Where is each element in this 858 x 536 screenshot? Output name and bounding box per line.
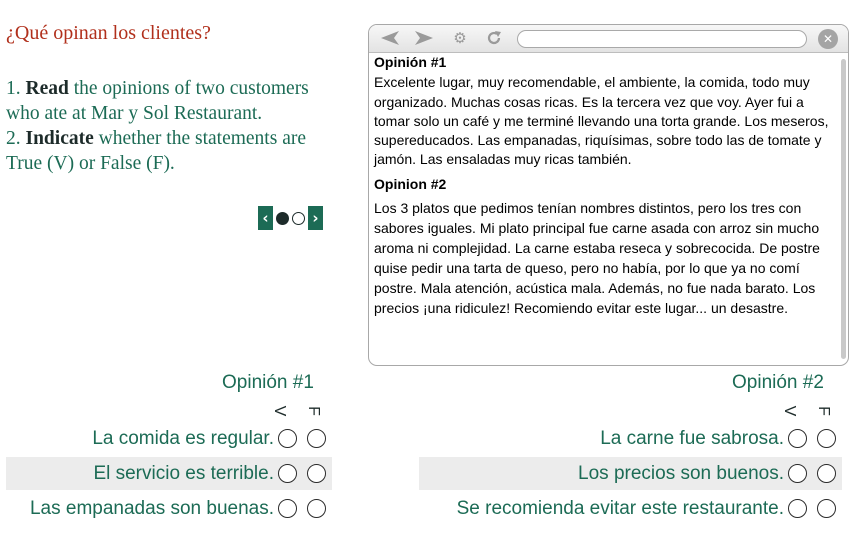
false-radio[interactable] <box>307 429 326 448</box>
true-radio[interactable] <box>788 464 807 483</box>
opinion-2-questions-title: Opinión #2 <box>732 372 824 393</box>
instruction-step-2 <box>6 126 331 176</box>
true-column-label: V <box>781 405 798 417</box>
opinion-1-questions-title: Opinión #1 <box>222 372 314 393</box>
true-radio[interactable] <box>278 499 297 518</box>
step-2-verb: Indicate <box>25 128 94 149</box>
pager-dot-2[interactable] <box>292 212 305 225</box>
close-icon[interactable]: ✕ <box>818 29 838 49</box>
false-radio[interactable] <box>817 464 836 483</box>
true-radio[interactable] <box>788 499 807 518</box>
statement-text: Se recomienda evitar este restaurante. <box>456 497 784 519</box>
false-column-label: F <box>815 406 832 416</box>
scrollbar[interactable] <box>841 59 846 359</box>
opinion-1-text: Excelente lugar, muy recomendable, el ambiente, la comida, todo muy organizado. Muchas cosas ricas. Es la tercera vez que voy. Ayer fui a tomar solo un café y me terminé llevando una torta grande. Los meseros, supereducados. Las empanadas, riquísimas, sobre todo las de tomate y jamón. Las ensaladas muy ricas también. <box>374 74 829 168</box>
forward-arrow-icon[interactable] <box>411 27 437 49</box>
true-radio[interactable] <box>278 429 297 448</box>
instructions <box>6 76 331 176</box>
false-radio[interactable] <box>307 499 326 518</box>
opinions-browser-window <box>368 24 849 366</box>
step-1-number: 1. <box>6 78 21 99</box>
browser-toolbar <box>369 25 848 53</box>
statement-text: Los precios son buenos. <box>578 462 784 484</box>
pager-next-button[interactable]: › <box>308 206 323 230</box>
back-arrow-icon[interactable] <box>377 27 403 49</box>
opinion-2-text: Los 3 platos que pedimos tenían nombres distintos, pero los tres con sabores iguales. Mi plato principal fue carne asada con arroz sin mucho aroma ni complejidad. La carne estaba reseca y sobrecocida. De postre quise pedir una tarta de queso, pero no había, por lo que ya no comí postre. Mala atención, acústica mala. Además, no fue nada barato. Los precios ¡una ridiculez! Recomiendo evitar este lugar... un desastre. <box>374 200 820 317</box>
pager-prev-button[interactable]: ‹ <box>258 206 273 230</box>
statement-text: Las empanadas son buenas. <box>29 497 274 519</box>
step-1-text: the opinions of two customers who ate at Mar y Sol Restaurant. <box>6 78 309 124</box>
opinion-2-statement-row <box>419 457 842 490</box>
false-column-label: F <box>305 406 322 416</box>
statement-text: La comida es regular. <box>92 427 274 449</box>
page-title: ¿Qué opinan los clientes? <box>6 22 211 44</box>
true-radio[interactable] <box>788 429 807 448</box>
false-radio[interactable] <box>817 429 836 448</box>
false-radio[interactable] <box>817 499 836 518</box>
opinion-1-statement-row <box>6 492 332 525</box>
step-1-verb: Read <box>25 78 69 99</box>
instruction-step-1 <box>6 76 331 126</box>
pager-dot-1[interactable] <box>276 212 289 225</box>
opinion-1-statement-row <box>6 457 332 490</box>
true-column-label: V <box>271 405 288 417</box>
refresh-icon[interactable] <box>481 27 507 49</box>
opinion-2-statement-row <box>419 422 842 455</box>
statement-text: El servicio es terrible. <box>93 462 274 484</box>
address-bar-input[interactable] <box>517 30 807 48</box>
opinion-1-heading: Opinión #1 <box>374 54 447 70</box>
statement-text: La carne fue sabrosa. <box>600 427 784 449</box>
step-2-text: whether the statements are True (V) or False (F). <box>6 128 306 174</box>
opinion-2-statement-row <box>419 492 842 525</box>
step-2-number: 2. <box>6 128 21 149</box>
true-radio[interactable] <box>278 464 297 483</box>
gear-icon[interactable]: ⚙ <box>453 29 467 47</box>
false-radio[interactable] <box>307 464 326 483</box>
opinion-1-statement-row <box>6 422 332 455</box>
opinions-content <box>369 53 838 365</box>
pager <box>258 206 323 230</box>
opinion-2-heading: Opinion #2 <box>374 175 447 192</box>
